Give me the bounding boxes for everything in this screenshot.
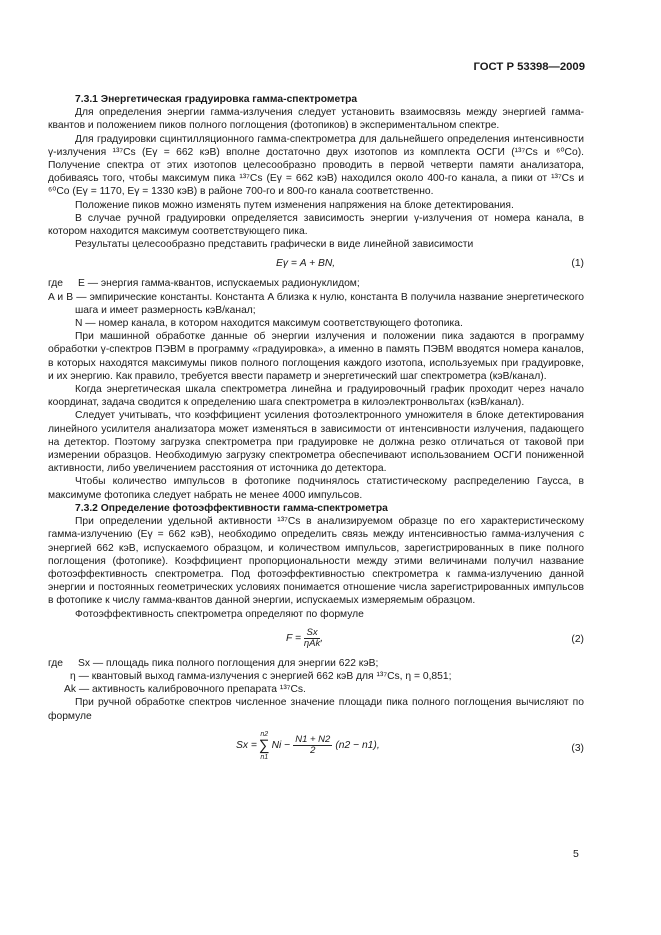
where-e: E — энергия гамма-квантов, испускаемых радионуклидом; — [78, 278, 360, 290]
paragraph: При ручной обработке спектров численное значение площади пика полного поглощения вычисляют по формуле — [48, 697, 584, 722]
paragraph: При определении удельной активности ¹³⁷Cs в анализируемом образце по его характеристическому гамма-излучению (Eγ = 662 кэВ), необходимо определить связь между интенсивностью гамма-излучения с энергией 662 кэВ, испускаемого образцом, и количеством импульсов, зарегистрированных в пике полного поглощения (фотопике). Коэффициент пропорциональности между этими величинами получил название фотоэффективность спектрометра. Под фотоэффективностью спектрометра к гамма-излучению данной энергии и постоянных геометрических условиях понимается отношение числа зарегистрированных импульсов в фотопике к числу гамма-квантов данной энергии, испускаемых измеряемым образцом. — [48, 516, 584, 607]
where-block-1 — [48, 277, 584, 290]
where-n: N — номер канала, в котором находится максимум соответствующего фотопика. — [75, 318, 463, 330]
formula-3-denominator: 2 — [310, 745, 316, 757]
formula-1 — [48, 254, 584, 274]
document-header: ГОСТ Р 53398—2009 — [473, 61, 585, 73]
formula-2-lhs: F = — [286, 632, 301, 644]
paragraph: При машинной обработке данные об энергии излучения и положении пика задаются в программу обработки γ-спектров ПЭВМ в программу «градуировка», а именно в память ПЭВМ вводятся номера каналов, в которых находятся максимумы пиков полного поглощения каждого изотопа, используемых при градуировке, и их энергию. Как правило, требуется ввести параметр и энергетический шаг спектрометра (кэВ/канал). — [48, 331, 584, 382]
formula-3-sum-lower: n1 — [260, 753, 269, 761]
paragraph: Следует учитывать, что коэффициент усиления фотоэлектронного умножителя в блоке детектирования линейного усилителя анализатора может изменяться в зависимости от интенсивности излучения, падающего на детектор. Поэтому загрузка спектрометра при градуировке не должна резко отличаться от таковой при измерении образцов. Необходимую загрузку спектрометра обеспечивают использованием ОСГИ пониженной активности, либо увеличением расстояния от источника до детектора. — [48, 410, 584, 475]
formula-2 — [48, 624, 584, 654]
paragraph: Положение пиков можно изменять путем изменения напряжения на блоке детектирования. — [75, 199, 514, 211]
where-block-2 — [48, 657, 584, 670]
document-body — [48, 93, 584, 767]
where-label: где — [48, 657, 64, 669]
formula-2-expression — [286, 628, 323, 649]
formula-3-numerator: N1 + N2 — [295, 734, 331, 746]
formula-3-number: (3) — [571, 742, 584, 754]
paragraph: Для определения энергии гамма-излучения следует установить взаимосвязь между энергией гамма-квантов и положением пиков полного поглощения (фотопиков) в экспериментальном спектре. — [48, 107, 584, 132]
paragraph: Чтобы количество импульсов в фотопике подчинялось статистическому распределению Гаусса, в максимуме фотопика следует набрать не менее 4000 импульсов. — [48, 476, 584, 501]
formula-2-fraction — [304, 628, 320, 649]
paragraph: Когда энергетическая шкала спектрометра линейна и градуировочный график проходит через начало координат, задача сводится к определению шага спектрометра в килоэлектронвольтах (кэВ/канал). — [48, 384, 584, 409]
formula-1-expression: Eγ = A + BN, — [276, 258, 336, 270]
where-eta: η — квантовый выход гамма-излучения с энергией 662 кэВ для ¹³⁷Cs, η = 0,851; — [70, 670, 452, 682]
section-title-7-3-2: 7.3.2 Определение фотоэффективности гамма-спектрометра — [75, 502, 388, 514]
formula-3-tail: (n2 − n1), — [335, 740, 380, 752]
formula-3-sum-upper: n2 — [260, 730, 269, 738]
where-ab: A и B — эмпирические константы. Константа A близка к нулю, константа B получила название энергетического шага и имеет размерность кэВ/канал; — [48, 291, 584, 316]
formula-3-fraction — [293, 735, 332, 756]
formula-3-sum — [259, 730, 270, 762]
formula-2-denominator: ηAk — [303, 637, 321, 649]
sigma-symbol: ∑ — [258, 736, 270, 754]
formula-2-number: (2) — [571, 633, 584, 645]
page-number: 5 — [573, 848, 579, 860]
formula-1-number: (1) — [571, 258, 584, 270]
formula-3-term: Ni − — [271, 740, 291, 752]
where-ak: Ak — активность калибровочного препарата ¹³⁷Cs. — [64, 684, 306, 696]
formula-3 — [48, 726, 584, 764]
section-title-7-3-1: 7.3.1 Энергетическая градуировка гамма-спектрометра — [75, 94, 358, 105]
formula-3-lhs: Sx = — [236, 740, 257, 752]
formula-2-tail: , — [320, 632, 324, 644]
where-label: где — [48, 278, 64, 290]
paragraph: Для градуировки сцинтилляционного гамма-спектрометра для дальнейшего определения интенсивности γ-излучения ¹³⁷Cs (Eγ = 662 кэВ) вполне достаточно двух изотопов из комплекта ОСГИ (¹³⁷Cs и ⁶⁰Co). Получение спектра от этих изотопов целесообразно проводить в первой четверти памяти анализатора, добиваясь того, чтобы максимум пика ¹³⁷Cs (Eγ = 662 кэВ) находился около 400-го канала, а пики от ¹³⁷Cs и ⁶⁰Co (Eγ = 1170, Eγ = 1330 кэВ) в районе 700-го и 800-го канала соответственно. — [48, 133, 584, 198]
paragraph: Фотоэффективность спектрометра определяют по формуле — [75, 608, 364, 620]
formula-2-numerator: Sx — [304, 628, 320, 639]
formula-3-expression — [236, 730, 380, 762]
paragraph: Результаты целесообразно представить графически в виде линейной зависимости — [75, 239, 474, 251]
where-sx: Sx — площадь пика полного поглощения для энергии 622 кэВ; — [78, 657, 379, 669]
paragraph: В случае ручной градуировки определяется зависимость энергии γ-излучения от номера канала, в котором находится максимум соответствующего пика. — [48, 212, 584, 238]
